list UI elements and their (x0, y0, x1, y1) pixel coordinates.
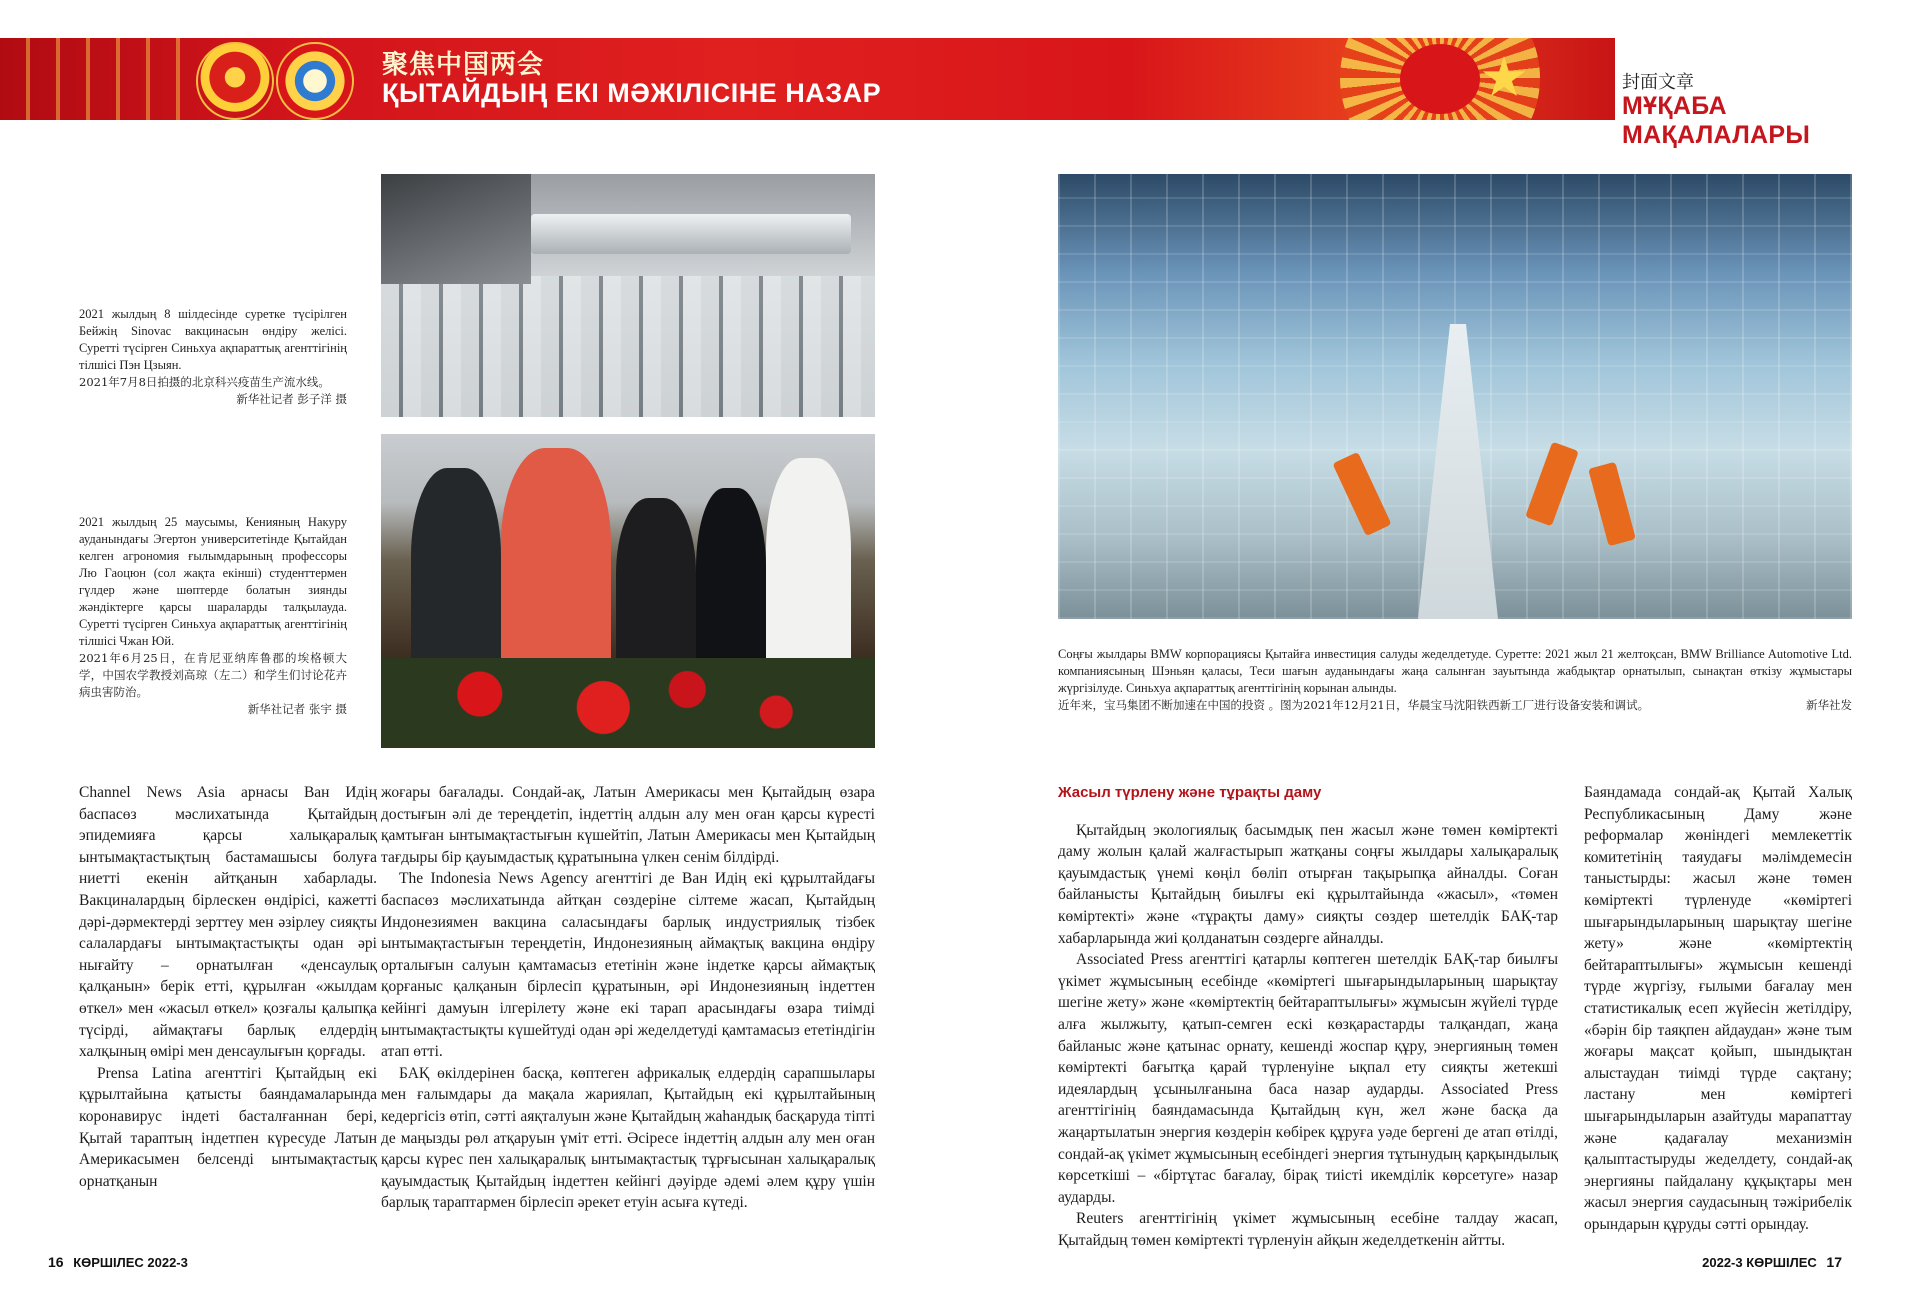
section-heading: Жасыл түрлену және тұрақты даму (1058, 784, 1322, 801)
article-column-4 (1584, 782, 1852, 1235)
paragraph: Reuters агенттігінің үкімет жұмысының есебіне талдау жасап, Қытайдың төмен көміртекті түрленуін айқын жеделдеткенін айтты. (1058, 1210, 1558, 1249)
paragraph: Associated Press агенттігі қатарлы көптеген шетелдік БАҚ-тар биылғы үкімет жұмысының есебінде «көміртегі шығарындыларының шарықтау шегіне жету» және «көміртектің бейтараптылығы» жұмысын жүйелі түрде алға жылжыту, қатып-семген ескі көзқарастарды талқандап, жаңа байланыс және қатынас орнату, кешенді жоспар құру, энергияның төмен көміртекті бағытқа қарай түрленуіне ықпал ету сияқты жетекші идеялардың ұсынылғанына баса назар аударды. Associated Press агенттігінің баяндамасында Қытайдың күн, жел және басқа да жаңартылатын энергия көздерін көбірек құруға уәде бергені де атап өтілді, сондай-ақ үкімет жұмысының есебіндегі энергия тұтынудың қарқындылық көрсеткіші – «біртұтас бағалау, бірақ тиісті икемділік көрсетуге» назар аударды. (1058, 951, 1558, 1206)
section-label-kz: МҰҚАБА МАҚАЛАЛАРЫ (1622, 92, 1811, 149)
caption-zh: 2021年7月8日拍摄的北京科兴疫苗生产流水线。 (79, 375, 330, 389)
caption-zh: 近年来，宝马集团不断加速在中国的投资 。图为2021年12月21日，华晨宝马沈阳铁西新工厂进行设备安装和调试。 (1058, 698, 1650, 712)
banner-title-kz: ҚЫТАЙДЫҢ ЕКІ МӘЖІЛІСІНЕ НАЗАР (382, 78, 882, 108)
banner-title-zh: 聚焦中国两会 (382, 50, 545, 80)
cppcc-emblem-icon (276, 42, 354, 120)
footer-right (1702, 1254, 1848, 1270)
rose-photo-caption (79, 514, 347, 718)
bmw-factory-photo (1058, 174, 1852, 619)
paragraph: Қытайдың экологиялық басымдық пен жасыл және төмен көміртекті даму жолын қалай жалғастырып жатқаны соңғы жылдары халықаралық қауымдастық үнемі көңіл бөліп отырған тақырыпқа айналды. Соған байланысты Қытайдың биылғы екі құрылтайында «жасыл», «төмен көміртекті» және «тұрақты даму» сияқты сөздер шетелдік БАҚ-тар хабарларында жиі қолданатын сөздерге айналды. (1058, 821, 1558, 947)
caption-credit: 新华社记者 张宇 摄 (247, 702, 347, 716)
magazine-issue: 2022-3 КӨРШІЛЕС (1702, 1255, 1817, 1270)
caption-credit: 新华社记者 彭子洋 摄 (236, 392, 347, 406)
paragraph: БАҚ өкілдерінен басқа, көптеген африкалық елдердің сарапшылары мен ғалымдары да мақала жариялап, Қытайдың екі құрылтайының кедергісіз өтіп, сәтті аяқталуын және Қытайдың жаһандық басқаруда тіпті де маңызды рөл атқаруын үміт етті. Әсіресе індеттің алдын алу мен оған қарсы күрес пен халықаралық ынтымақтастық тұрғысынан халықаралық қауымдастық Қытайдың індеттен кейінгі дәуірде әдемі әлем құру үшін барлық тараптармен бірлесіп әрекет етуін асыға күтеді. (381, 1064, 875, 1212)
page-number: 16 (48, 1254, 64, 1270)
rose-greenhouse-photo (381, 434, 875, 748)
page-number: 17 (1826, 1254, 1842, 1270)
vaccine-production-photo (381, 174, 875, 417)
section-label-zh: 封面文章 (1622, 72, 1694, 93)
paragraph: Prensa Latina агенттігі Қытайдың екі құрылтайына қатысты баяндамаларында коронавирус індеті басталғаннан бері, Қытай тараптың індетпен күресуде Латын Америкасымен белсенді ынтымақтастық орнатқанын (79, 1064, 377, 1190)
caption-credit: 新华社发 (1806, 698, 1852, 712)
paragraph: Channel News Asia арнасы Ван Идің баспасөз мәслихатында Қытайдың эпидемияға қарсы халықаралық ынтымақтастықтың бастамашысы болуға ниетті екенін айтқанын хабарлады. Вакциналардың бірлескен өндірісі, кажетті дәрі-дәрмектерді зерттеу мен әзірлеу сияқты салалардағы ынтымақтастықты одан әрі нығайту – орнатылған «денсаулық қалқанын» берік етті, құрылған «жылдам өткел» мен «жасыл өткел» қозғалы қалыпқа түсірді, аймақтағы барлық елдердің халқының өмірі мен денсаулығын қорғады. (79, 784, 377, 1061)
national-emblem-icon (196, 42, 274, 120)
article-column-1 (79, 782, 377, 1192)
caption-kz: 2021 жылдың 25 маусымы, Кенияның Накуру ауданындағы Эгертон университетінде Қытайдан келген агрономия ғылымдарының профессоры Лю Гаоцюн (сол жақта екінші) студенттермен гүлдер және шөптерде болатын зиянды жәндіктерге қарсы шараларды талқылауда. Суретті түсірген Синьхуа ақпараттық агенттігінің тілшісі Чжан Юй. (79, 515, 347, 648)
paragraph: жоғары бағалады. Сондай-ақ, Латын Америкасы мен Қытайдың өзара достығын әлі де тереңдетіп, індеттің алдын алу мен оған қарсы күресті қамтыған ынтымақтастығын күшейтіп, Латын Америкасы мен Қытайдың тағдыры бір қауымдастық құратынына үлкен сенім білдірді. (381, 784, 875, 866)
article-column-2 (381, 782, 875, 1214)
banner-decoration (0, 38, 190, 120)
footer-left (42, 1254, 188, 1270)
caption-zh: 2021年6月25日，在肯尼亚纳库鲁郡的埃格顿大学，中国农学教授刘高琼（左二）和学生们讨论花卉病虫害防治。 (79, 651, 347, 699)
caption-kz: 2021 жылдың 8 шілдесінде суретке түсірілген Бейжің Sinovac вакцинасын өндіру желісі. Суретті түсірген Синьхуа ақпараттық агенттігінің тілшісі Пэн Цзыян. (79, 307, 347, 372)
paragraph: The Indonesia News Agency агенттігі де Ван Идің екі құрылтайдағы баспасөз мәслихатында айтқан сөздеріне сілтеме жасап, Қытайдың Индонезиямен вакцина саласындағы барлық индустриялық тізбек ынтымақтастығын тереңдетін, Индонезияның аймақтық вакцина өндіру орталығын салуын қамтамасыз ететінін және індетке қарсы аймақтық қорғаныс қалқанын бірлесіп құратынын, әрі Индонезияның індеттен кейінгі дамуын ілгерілету және екі тарап арасындағы өзара тиімді ынтымақтастықты күшейтуді одан әрі жеделдетуді қамтамасыз ететіндігін атап өтті. (381, 870, 875, 1061)
vaccine-photo-caption (79, 306, 347, 408)
paragraph: Баяндамада сондай-ақ Қытай Халық Республикасының Даму және реформалар жөніндегі мемлекеттік комитетінің таяудағы мәлімдемесін таныстырды: жасыл және төмен көміртекті түрленуде «көміртегі шығарындыларының шарықтау шегіне жету» және «көміртектің бейтараптылығы» жұмысын кешенді түрде жүргізу, ғылыми бағалау мен статистикалық есеп жүйесін жетілдіру, «бәрін бір таяқпен айдаудан» және тым жоғары мақсат қойып, шындықтан алыстаудан тиімді түрде сақтану; ластану мен көміртегі шығарындыларын азайтуды марапаттау және қадағалау механизмін қалыптастыруды жеделдету, сондай-ақ энергияны пайдалану құқықтары мен жасыл энергия саудасының тәжірибелік орындарын құруды сәтті орындау. (1584, 784, 1852, 1233)
article-column-3 (1058, 782, 1558, 1251)
magazine-issue: КӨРШІЛЕС 2022-3 (73, 1255, 188, 1270)
factory-photo-caption (1058, 646, 1852, 714)
caption-kz: Соңғы жылдары BMW корпорациясы Қытайға инвестиция салуды жеделдетуде. Суретте: 2021 жыл 21 желтоқсан, BMW Brilliance Automotive Ltd. компаниясының Шэньян қаласы, Теси шағын ауданындағы жаңа салынған зауытында жабдықтар орнатылып, сынақтан өткізу жұмыстары жүргізілуде. Синьхуа ақпараттық агенттігінің корынан алынды. (1058, 647, 1852, 695)
